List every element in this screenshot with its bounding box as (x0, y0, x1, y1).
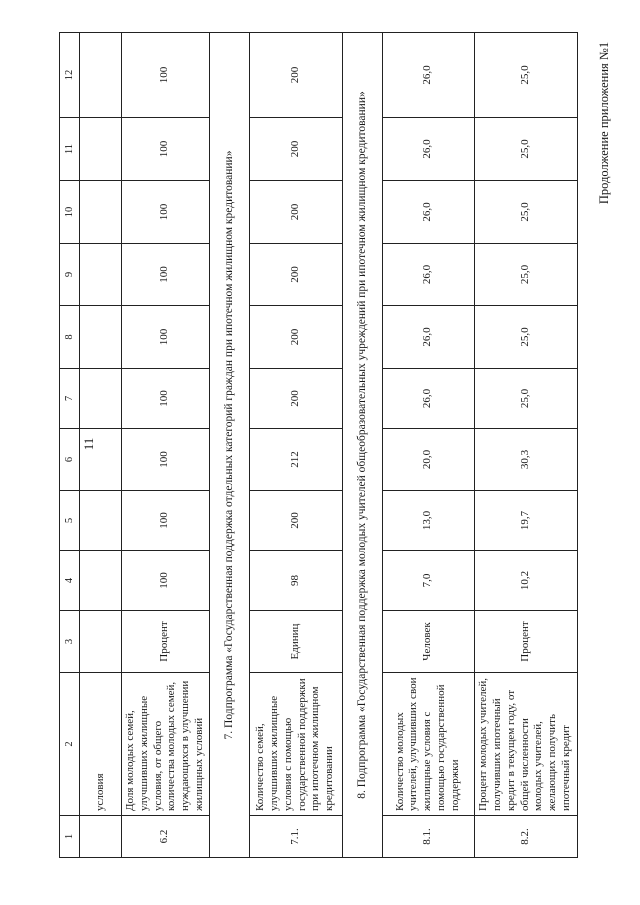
header-cell: 10 (60, 181, 80, 244)
table-row-8-2 (474, 33, 577, 858)
value-cell: 100 (122, 181, 210, 244)
header-cell: 8 (60, 306, 80, 369)
section-row-8 (342, 33, 382, 858)
value-cell (80, 118, 122, 181)
value-cell (80, 306, 122, 369)
unit-cell: Человек (382, 611, 474, 673)
header-cell: 1 (60, 816, 80, 858)
value-cell: 25,0 (474, 181, 577, 244)
appendix-continuation-note: Продолжение приложения №1 (597, 41, 611, 205)
table-row-7-1 (249, 33, 342, 858)
unit-cell: Единиц (249, 611, 342, 673)
header-row (60, 33, 80, 858)
header-cell: 12 (60, 33, 80, 118)
header-cell: 4 (60, 551, 80, 611)
value-cell: 200 (249, 306, 342, 369)
unit-cell (80, 611, 122, 673)
header-cell: 5 (60, 491, 80, 551)
table-row-8-1 (382, 33, 474, 858)
header-cell: 3 (60, 611, 80, 673)
unit-cell: Процент (122, 611, 210, 673)
value-cell (80, 244, 122, 306)
value-cell: 26,0 (382, 118, 474, 181)
value-cell: 100 (122, 551, 210, 611)
value-cell: 200 (249, 244, 342, 306)
value-cell: 100 (122, 306, 210, 369)
page-number: 11 (81, 437, 96, 451)
value-cell (80, 551, 122, 611)
row-number: 6.2 (122, 816, 210, 858)
value-cell: 200 (249, 369, 342, 429)
row-number (80, 816, 122, 858)
value-cell (80, 491, 122, 551)
value-cell: 100 (122, 33, 210, 118)
header-cell: 6 (60, 429, 80, 491)
row-number: 8.2. (474, 816, 577, 858)
indicator-name: Доля молодых семей, улучшивших жилищные условия, от общего количества молодых семей, нуждающихся в улучшении жилищных условий (122, 673, 210, 816)
value-cell: 200 (249, 491, 342, 551)
indicators-table (59, 32, 578, 858)
indicator-name: Количество семей, улучшивших жилищные условия с помощью государственной поддержки при ипотечном жилищном кредитовании (249, 673, 342, 816)
header-cell: 11 (60, 118, 80, 181)
value-cell: 19,7 (474, 491, 577, 551)
row-number: 8.1. (382, 816, 474, 858)
value-cell: 26,0 (382, 33, 474, 118)
section-row-7 (209, 33, 249, 858)
value-cell: 212 (249, 429, 342, 491)
value-cell: 98 (249, 551, 342, 611)
value-cell: 100 (122, 118, 210, 181)
indicator-name: условия (80, 673, 122, 816)
value-cell: 25,0 (474, 244, 577, 306)
value-cell: 25,0 (474, 369, 577, 429)
value-cell: 26,0 (382, 369, 474, 429)
header-cell: 9 (60, 244, 80, 306)
value-cell (80, 33, 122, 118)
header-cell: 2 (60, 673, 80, 816)
value-cell (80, 181, 122, 244)
value-cell: 30,3 (474, 429, 577, 491)
rotated-table-frame (59, 33, 572, 858)
section-title: 7. Подпрограмма «Государственная поддержка отдельных категорий граждан при ипотечном жилищном кредитовании» (209, 33, 249, 858)
table-row-6-2 (122, 33, 210, 858)
value-cell: 200 (249, 181, 342, 244)
value-cell: 25,0 (474, 33, 577, 118)
value-cell: 10,2 (474, 551, 577, 611)
value-cell: 100 (122, 244, 210, 306)
indicator-name: Процент молодых учителей, получивших ипотечный кредит в текущем году, от общей численности молодых учителей, желающих получить ипотечный кредит (474, 673, 577, 816)
value-cell: 26,0 (382, 306, 474, 369)
value-cell: 7,0 (382, 551, 474, 611)
value-cell: 100 (122, 491, 210, 551)
indicator-name: Количество молодых учителей, улучшивших свои жилищные условия с помощью государственной поддержки (382, 673, 474, 816)
value-cell: 26,0 (382, 244, 474, 306)
header-cell: 7 (60, 369, 80, 429)
value-cell: 13,0 (382, 491, 474, 551)
value-cell: 25,0 (474, 118, 577, 181)
table-container (59, 33, 572, 858)
section-title: 8. Подпрограмма «Государственная поддержка молодых учителей общеобразовательных учреждений при ипотечном жилищном кредитовании» (342, 33, 382, 858)
row-number: 7.1. (249, 816, 342, 858)
table-row-continuation (80, 33, 122, 858)
value-cell (80, 369, 122, 429)
value-cell: 200 (249, 33, 342, 118)
value-cell: 100 (122, 429, 210, 491)
value-cell: 200 (249, 118, 342, 181)
value-cell: 25,0 (474, 306, 577, 369)
value-cell (80, 429, 122, 491)
value-cell: 20,0 (382, 429, 474, 491)
unit-cell: Процент (474, 611, 577, 673)
value-cell: 100 (122, 369, 210, 429)
value-cell: 26,0 (382, 181, 474, 244)
